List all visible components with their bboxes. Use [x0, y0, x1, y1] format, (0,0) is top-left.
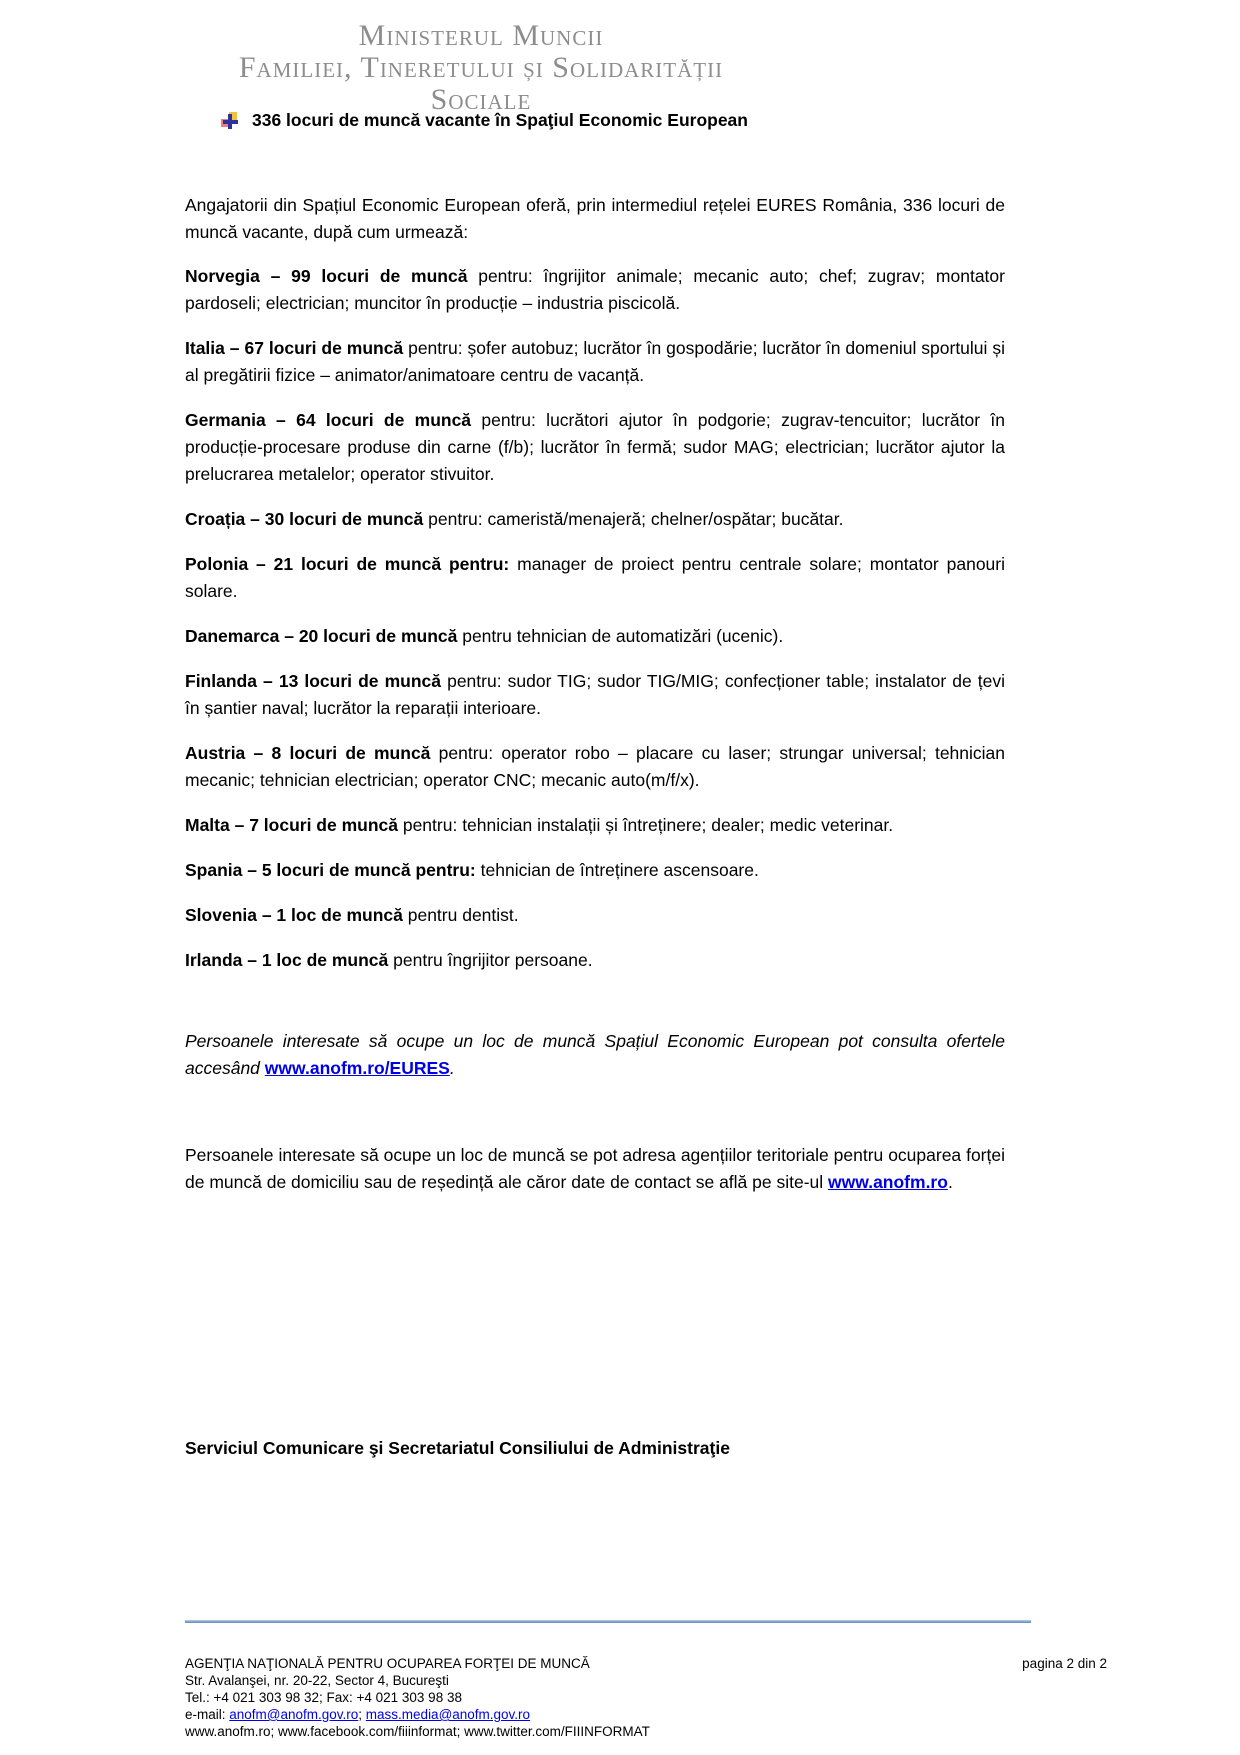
- anofm-link[interactable]: www.anofm.ro: [828, 1172, 948, 1192]
- arrow-bullet-icon: [221, 112, 238, 129]
- bullet-cross-horizontal: [223, 120, 238, 124]
- job-country-count: Norvegia – 99 locuri de muncă: [185, 266, 468, 286]
- eures-info-paragraph: [185, 1028, 1005, 1082]
- press-release-body: [185, 192, 1005, 1214]
- ministry-name-line2: Familiei, Tineretului și Solidarității Sociale: [238, 51, 724, 116]
- job-listing-italia: [185, 335, 1005, 389]
- job-listing-norvegia: [185, 263, 1005, 317]
- job-detail: pentru dentist.: [402, 905, 519, 925]
- footer-email-anofm[interactable]: anofm@anofm.gov.ro: [229, 1707, 359, 1722]
- job-country-count: Italia – 67 locuri de muncă: [185, 338, 404, 358]
- closing2-text: Persoanele interesate să ocupe un loc de muncă se pot adresa agențiilor teritoriale pentru ocuparea forței de muncă de domiciliu sau de reședință ale căror date de contact se află pe site-ul: [185, 1145, 1005, 1192]
- job-listing-spania: [185, 857, 1005, 884]
- job-detail: pentru: operator robo – placare cu laser; strungar universal; tehnician mecanic; tehnician electrician; operator CNC; mecanic auto(m/f/x).: [185, 743, 1006, 790]
- closing2-period: .: [947, 1172, 953, 1192]
- footer-email-label: e-mail:: [185, 1707, 230, 1722]
- job-listing-slovenia: [185, 902, 1005, 929]
- job-detail: pentru: lucrători ajutor în podgorie; zugrav-tencuitor; lucrător în producție-procesare produse din carne (f/b); lucrător în fermă; sudor MAG; electrician; lucrător ajutor la prelucrarea metalelor; operator stivuitor.: [185, 410, 1006, 484]
- job-listing-croatia: [185, 506, 1005, 533]
- footer-web-line: www.anofm.ro; www.facebook.com/fiiinformat; www.twitter.com/FIIINFORMAT: [185, 1724, 650, 1739]
- job-detail: pentru: cameristă/menajeră; chelner/ospătar; bucătar.: [423, 509, 844, 529]
- ministry-name-line1: Ministerul Muncii: [358, 19, 604, 52]
- footer-phone: Tel.: +4 021 303 98 32; Fax: +4 021 303 98 38: [185, 1690, 462, 1705]
- job-detail: pentru: șofer autobuz; lucrător în gospodărie; lucrător în domeniul sportului și al pregătirii fizice – animator/animatoare centru de vacanță.: [185, 338, 1005, 385]
- footer-email-separator: ;: [358, 1707, 366, 1722]
- job-country-count: Danemarca – 20 locuri de muncă: [185, 626, 458, 646]
- job-country-count: Finlanda – 13 locuri de muncă: [185, 671, 442, 691]
- job-detail: pentru: sudor TIG; sudor TIG/MIG; confecționer table; instalator de țevi în șantier naval; lucrător la reparații interioare.: [185, 671, 1006, 718]
- job-detail: tehnician de întreținere ascensoare.: [475, 860, 759, 880]
- intro-paragraph: Angajatorii din Spațiul Economic European oferă, prin intermediul rețelei EURES România, 336 locuri de muncă vacante, după cum urmează:: [185, 195, 1005, 242]
- job-country-count: Slovenia – 1 loc de muncă: [185, 905, 403, 925]
- job-country-count: Germania – 64 locuri de muncă: [185, 410, 472, 430]
- job-detail: manager de proiect pentru centrale solare; montator panouri solare.: [185, 554, 1005, 601]
- job-listing-finlanda: [185, 668, 1005, 722]
- job-listing-danemarca: [185, 623, 1005, 650]
- job-detail: pentru tehnician de automatizări (ucenic).: [457, 626, 784, 646]
- job-country-count: Polonia – 21 locuri de muncă pentru:: [185, 554, 510, 574]
- eures-link[interactable]: www.anofm.ro/EURES: [264, 1058, 450, 1078]
- job-listing-malta: [185, 812, 1005, 839]
- footer-email-line: [185, 1706, 1107, 1723]
- footer-divider: [185, 1620, 1031, 1623]
- job-detail: pentru îngrijitor persoane.: [388, 950, 593, 970]
- ministry-letterhead: [185, 20, 777, 116]
- job-country-count: Austria – 8 locuri de muncă: [185, 743, 431, 763]
- footer-email-massmedia[interactable]: mass.media@anofm.gov.ro: [365, 1707, 531, 1722]
- job-listing-polonia: [185, 551, 1005, 605]
- job-country-count: Spania – 5 locuri de muncă pentru:: [185, 860, 476, 880]
- footer-address: Str. Avalanşei, nr. 20-22, Sector 4, Bucureşti: [185, 1673, 449, 1688]
- job-country-count: Malta – 7 locuri de muncă: [185, 815, 398, 835]
- job-listing-austria: [185, 740, 1005, 794]
- footer: [185, 1655, 1107, 1740]
- agency-info-paragraph: [185, 1142, 1005, 1196]
- job-listing-irlanda: [185, 947, 1005, 974]
- job-listing-germania: [185, 407, 1005, 488]
- signature-line: Serviciul Comunicare şi Secretariatul Consiliului de Administraţie: [185, 1438, 730, 1458]
- closing1-period: .: [449, 1058, 455, 1078]
- footer-agency-name: AGENŢIA NAŢIONALĂ PENTRU OCUPAREA FORŢEI DE MUNCĂ: [185, 1656, 590, 1671]
- job-country-count: Irlanda – 1 loc de muncă: [185, 950, 389, 970]
- job-detail: pentru: îngrijitor animale; mecanic auto; chef; zugrav; montator pardoseli; electrician; muncitor în producție – industria piscicolă.: [185, 266, 1005, 313]
- page-number: pagina 2 din 2: [1022, 1656, 1107, 1671]
- job-detail: pentru: tehnician instalații și întreținere; dealer; medic veterinar.: [397, 815, 894, 835]
- headline-text: 336 locuri de muncă vacante în Spaţiul Economic European: [252, 110, 748, 130]
- headline: [221, 110, 748, 131]
- job-country-count: Croația – 30 locuri de muncă: [185, 509, 424, 529]
- closing1-text: Persoanele interesate să ocupe un loc de muncă Spațiul Economic European pot consulta ofertele accesând: [185, 1031, 1005, 1078]
